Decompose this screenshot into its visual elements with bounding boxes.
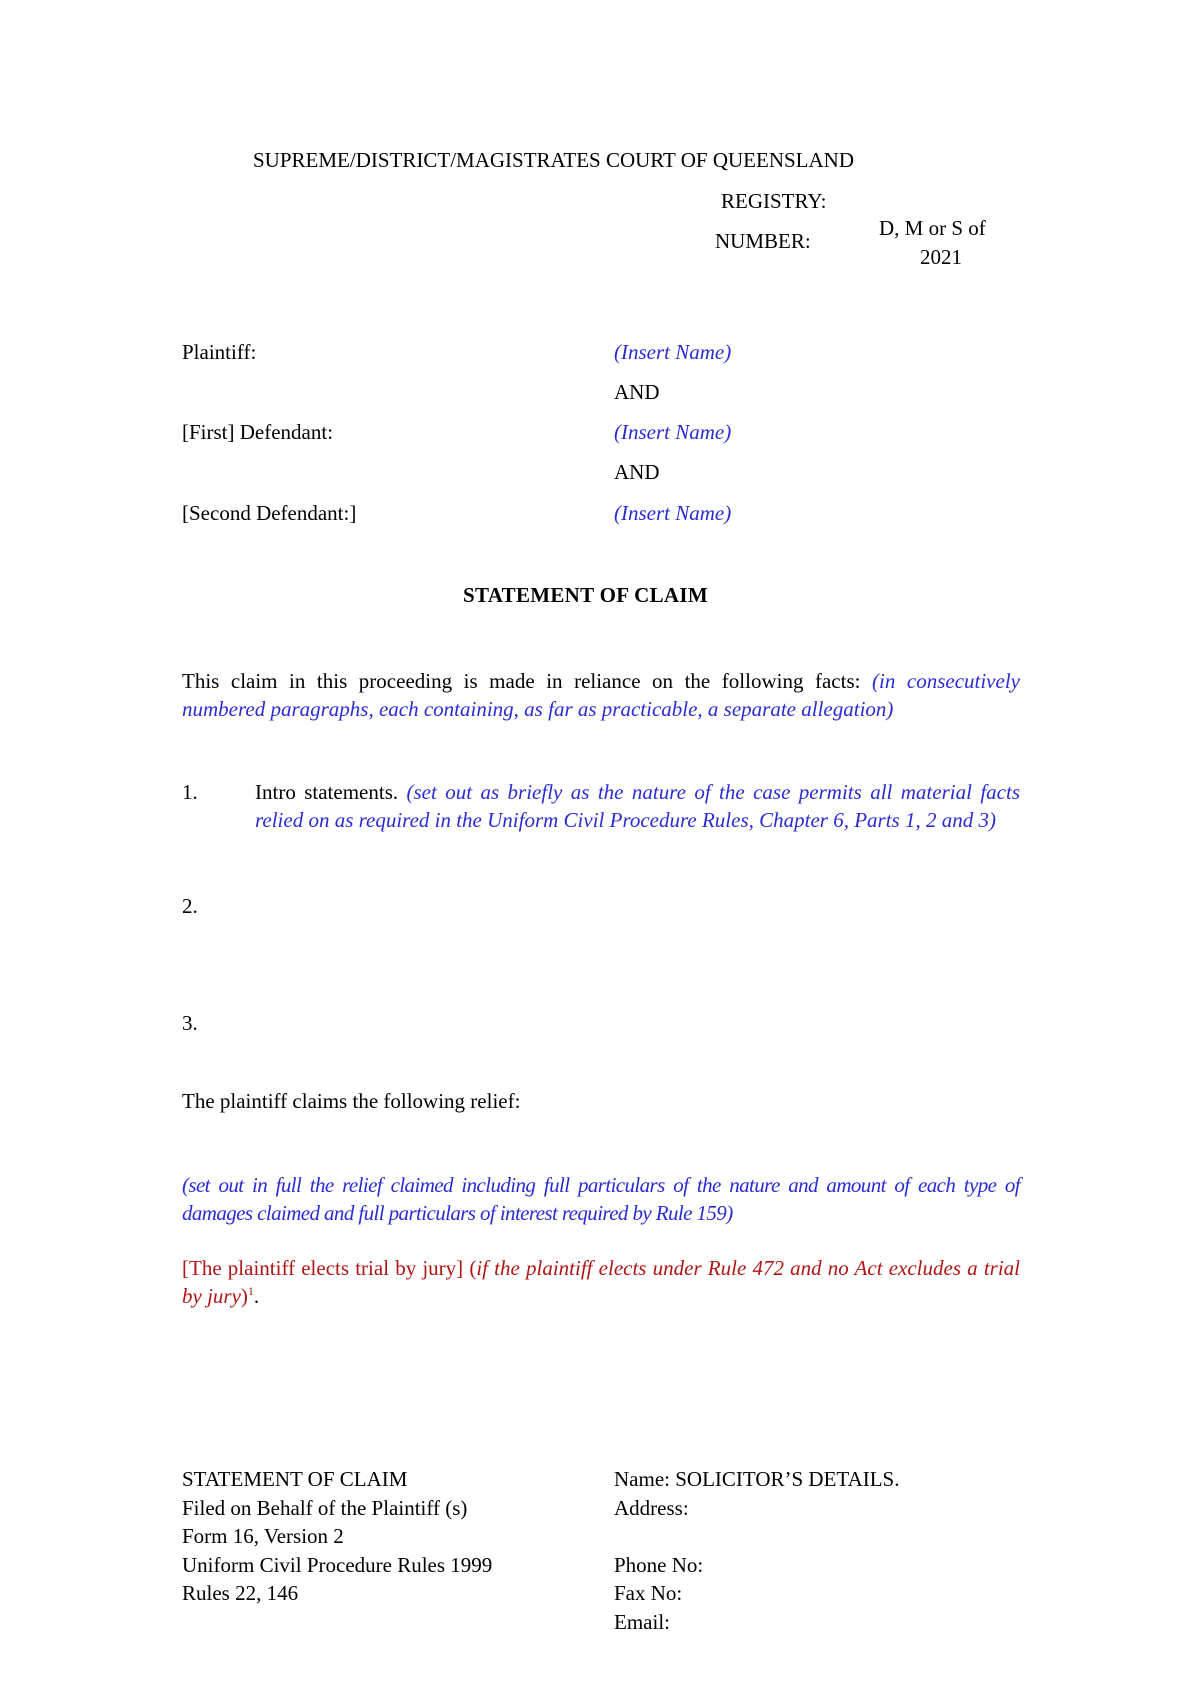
solicitor-fax: Fax No: [614,1581,683,1605]
jury-text: [The plaintiff elects trial by jury] ( [182,1256,477,1280]
number-value-line1: D, M or S of [879,216,986,240]
document-title: STATEMENT OF CLAIM [463,583,708,607]
intro-text: This claim in this proceeding is made in reliance on the following facts: [182,669,873,693]
first-defendant-label: [First] Defendant: [182,420,334,444]
jury-instruction: if the plaintiff elects under Rule 472 and no Act excludes a trial by jury [182,1256,1021,1308]
address-blank-line [614,1522,900,1551]
paragraph-body [255,778,1020,834]
solicitor-address: Address: [614,1495,689,1520]
solicitor-email: Email: [614,1609,670,1634]
and-separator: AND [614,460,660,484]
number-value-line2: 2021 [920,245,962,269]
intro-instruction: (in consecutively numbered paragraphs, each containing, as far as practicable, a separate allegation) [182,669,1020,721]
jury-end: . [253,1284,260,1308]
first-defendant-name: (Insert Name) [614,420,732,444]
second-defendant-label: [Second Defendant:] [182,501,357,525]
footer-doc-title: STATEMENT OF CLAIM [182,1467,408,1491]
solicitor-name: Name: SOLICITOR’S DETAILS. [614,1467,900,1491]
intro-paragraph [182,667,1020,723]
footer-filed-on-behalf: Filed on Behalf of the Plaintiff (s) [182,1495,468,1520]
jury-close: ) [240,1284,248,1308]
second-defendant-name: (Insert Name) [614,501,732,525]
plaintiff-label: Plaintiff: [182,340,257,364]
relief-instruction: (set out in full the relief claimed including full particulars of the nature and amount of each type of damages claimed and full particulars of interest required by Rule 159) [182,1173,1020,1225]
and-separator: AND [614,380,660,404]
solicitor-phone: Phone No: [614,1552,704,1577]
paragraph-number: 1. [182,780,198,804]
plaintiff-name: (Insert Name) [614,340,732,364]
number-label: NUMBER: [715,229,811,253]
footnote-marker[interactable]: 1 [247,1284,254,1298]
footer-left [182,1465,492,1608]
footer-right [614,1465,900,1636]
paragraph-number: 2. [182,894,198,918]
paragraph-text: Intro statements. [255,780,407,804]
relief-heading: The plaintiff claims the following relief: [182,1089,521,1113]
footer-form-version: Form 16, Version 2 [182,1524,344,1548]
footer-rules-numbers: Rules 22, 146 [182,1581,299,1605]
jury-election [182,1254,1020,1310]
registry-label: REGISTRY: [721,189,827,213]
footer-rules-act: Uniform Civil Procedure Rules 1999 [182,1552,493,1577]
court-heading: SUPREME/DISTRICT/MAGISTRATES COURT OF QUEENSLAND [253,148,854,172]
paragraph-number: 3. [182,1011,198,1035]
paragraph-instruction: (set out as briefly as the nature of the case permits all material facts relied on as required in the Uniform Civil Procedure Rules, Chapter 6, Parts 1, 2 and 3) [255,780,1020,832]
